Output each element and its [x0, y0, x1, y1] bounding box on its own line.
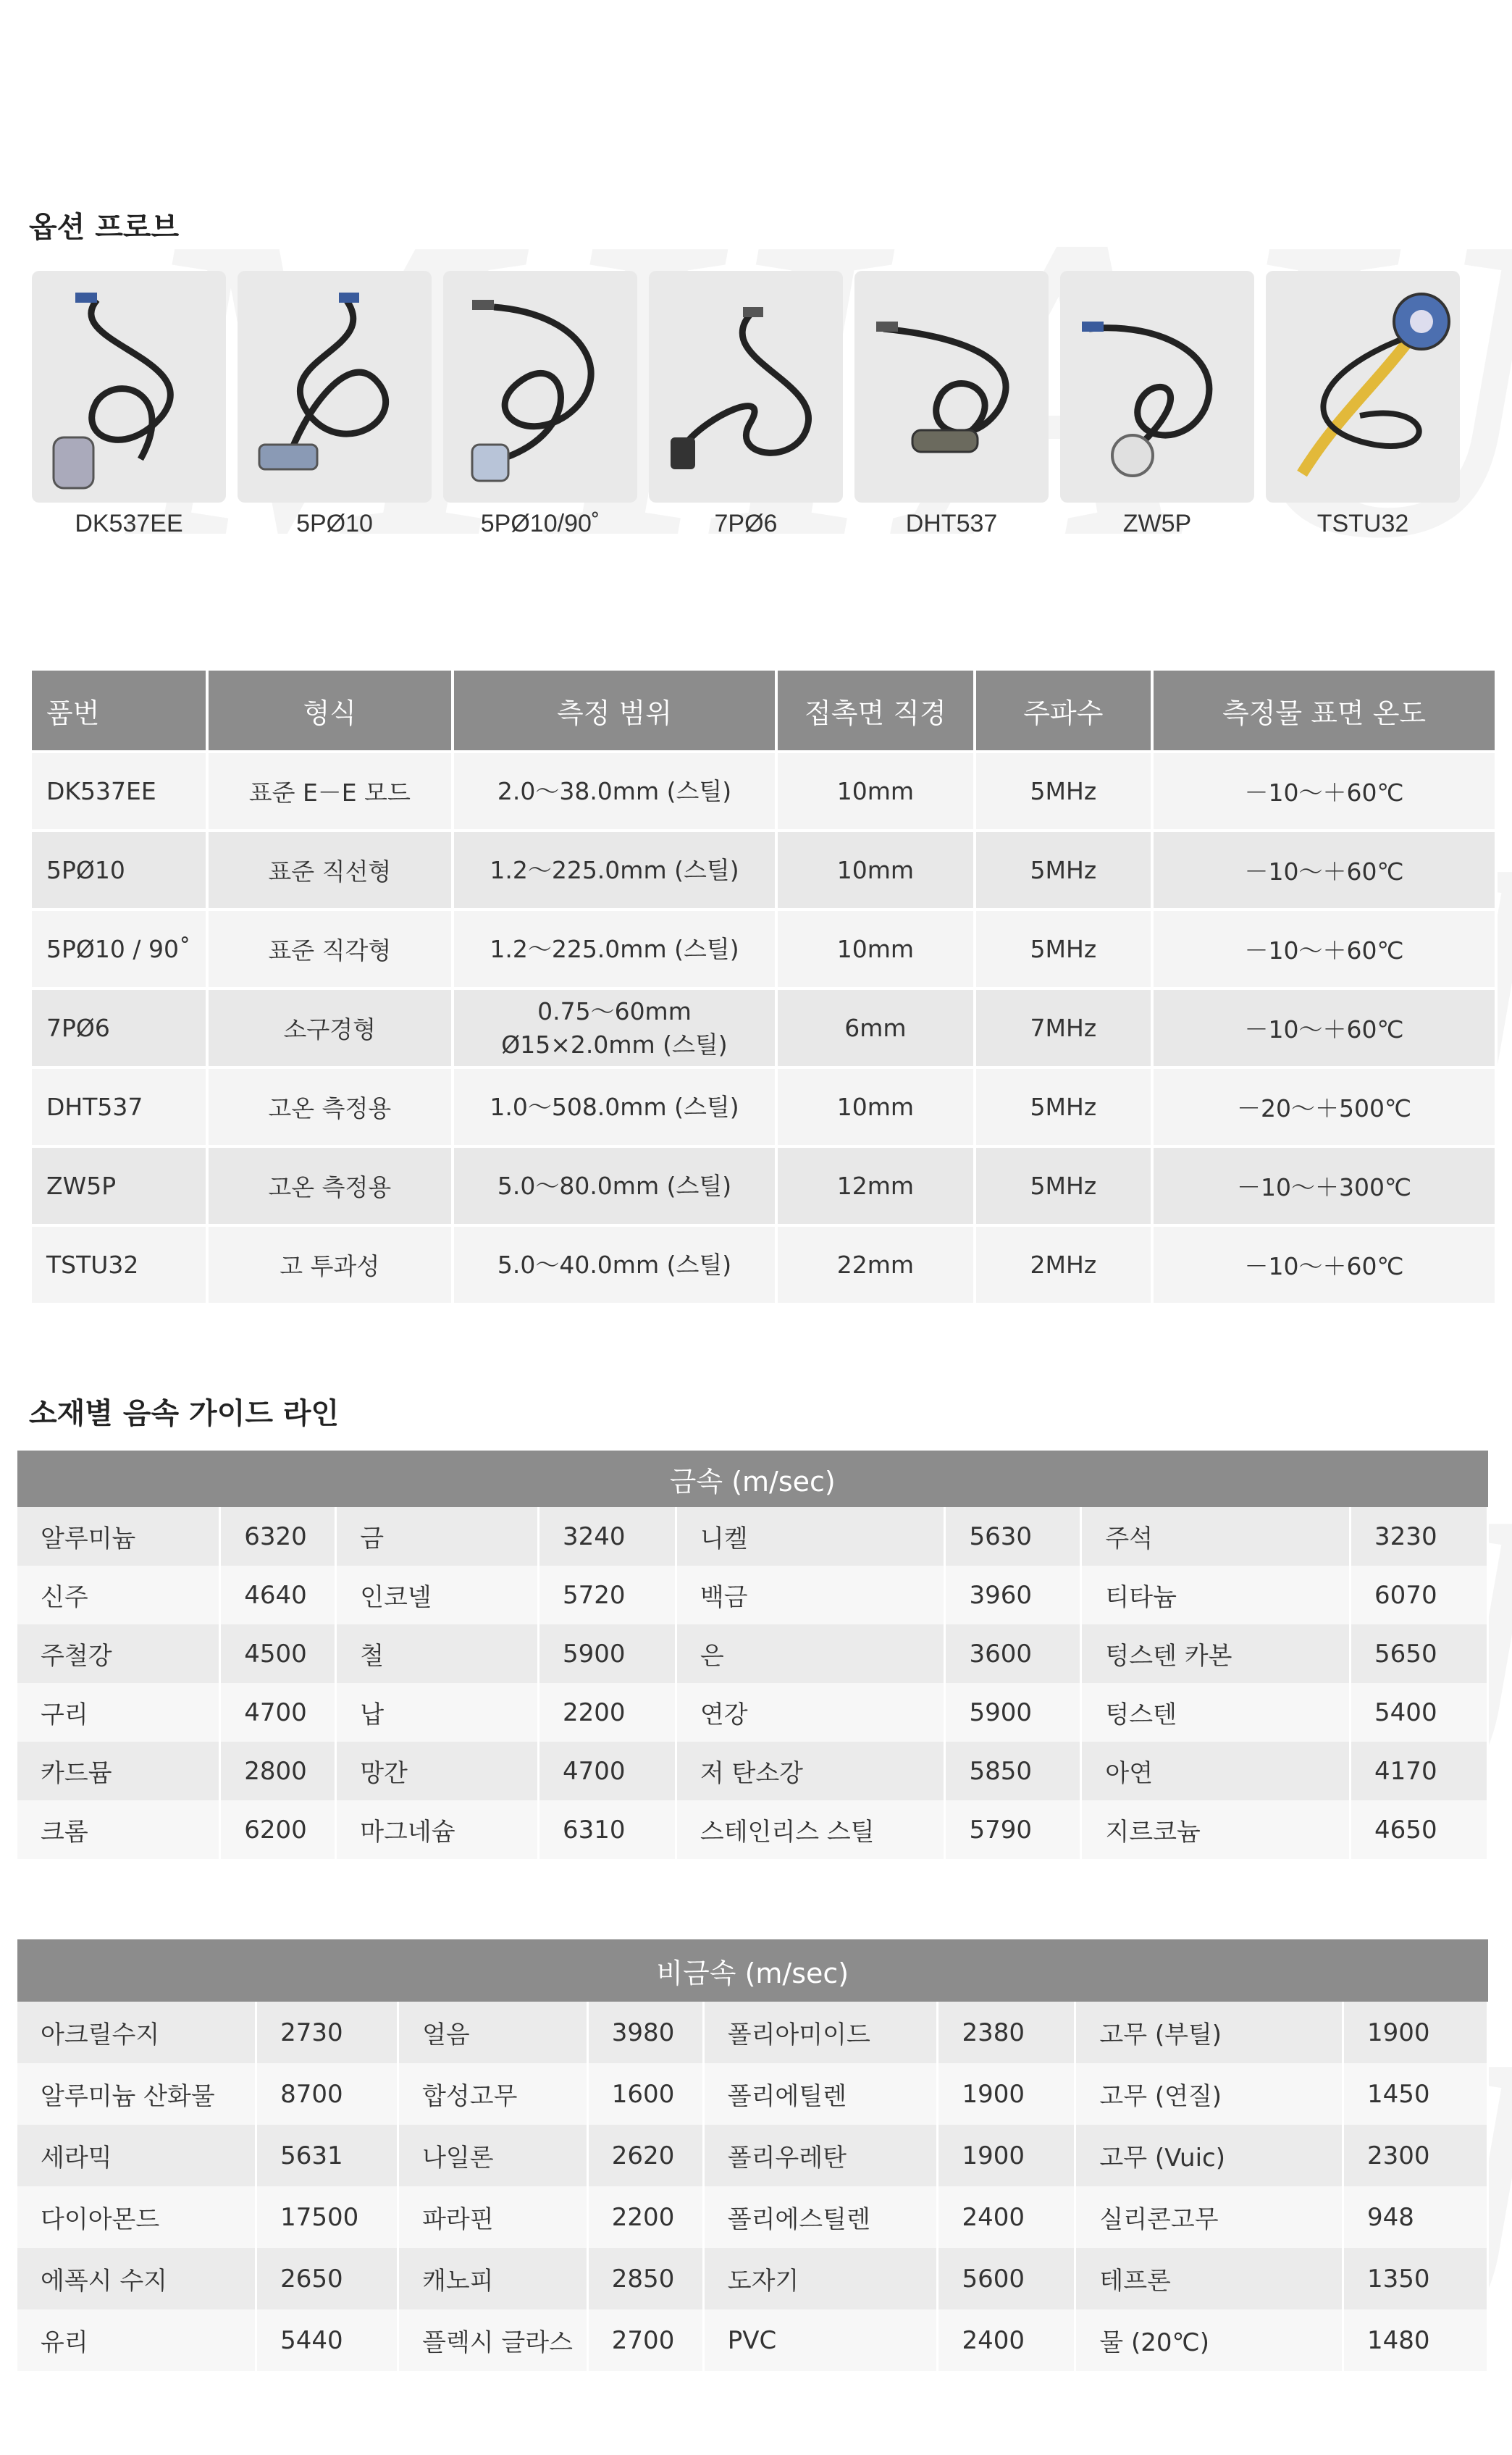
material-name: 아연 — [1081, 1742, 1351, 1800]
material-name: 저 탄소강 — [676, 1742, 945, 1800]
sound-velocity: 4640 — [220, 1566, 336, 1624]
probe-type: 소구경형 — [207, 989, 453, 1067]
sound-velocity: 2200 — [587, 2186, 703, 2248]
part-number: 7PØ6 — [30, 989, 207, 1067]
probe-card — [649, 271, 843, 550]
material-name: 유리 — [17, 2309, 256, 2371]
sound-velocity: 1900 — [938, 2063, 1075, 2125]
table-row — [30, 989, 1496, 1067]
contact-diameter: 10mm — [776, 831, 974, 910]
probe-cable-icon — [854, 271, 1049, 503]
sound-velocity: 5630 — [945, 1507, 1081, 1566]
material-name: 파라핀 — [398, 2186, 588, 2248]
probe-type: 표준 직선형 — [207, 831, 453, 910]
sound-velocity: 2650 — [256, 2248, 398, 2309]
sound-velocity: 6200 — [220, 1800, 336, 1859]
material-name: 아크릴수지 — [17, 2002, 256, 2063]
sound-velocity: 5900 — [945, 1683, 1081, 1742]
table-row — [17, 1624, 1488, 1683]
material-name: 고무 (연질) — [1075, 2063, 1343, 2125]
sound-velocity: 8700 — [256, 2063, 398, 2125]
sound-velocity: 6070 — [1351, 1566, 1488, 1624]
sound-velocity: 3600 — [945, 1624, 1081, 1683]
material-name: 스테인리스 스틸 — [676, 1800, 945, 1859]
measurement-range — [453, 1225, 776, 1304]
probe-label: DHT537 — [905, 510, 998, 537]
header-type: 형식 — [207, 669, 453, 752]
table-row — [30, 1067, 1496, 1146]
probe-spec-table — [29, 668, 1498, 1306]
measurement-range — [453, 831, 776, 910]
sound-velocity: 4700 — [538, 1742, 676, 1800]
probe-type: 고온 측정용 — [207, 1146, 453, 1225]
material-name: 은 — [676, 1624, 945, 1683]
probe-card — [238, 271, 432, 550]
sound-velocity: 5440 — [256, 2309, 398, 2371]
sound-velocity: 5720 — [538, 1566, 676, 1624]
header-surface-temperature: 측정물 표면 온도 — [1152, 669, 1496, 752]
material-name: 크롬 — [17, 1800, 220, 1859]
table-row — [17, 1566, 1488, 1624]
frequency: 7MHz — [975, 989, 1153, 1067]
table-row — [30, 831, 1496, 910]
sound-velocity: 948 — [1343, 2186, 1488, 2248]
material-name: 텅스텐 — [1081, 1683, 1351, 1742]
material-name: 실리콘고무 — [1075, 2186, 1343, 2248]
header-measurement-range: 측정 범위 — [453, 669, 776, 752]
table-row — [17, 1683, 1488, 1742]
surface-temperature: －10～＋60℃ — [1152, 1225, 1496, 1304]
table-header-row — [17, 1451, 1488, 1507]
range-line: 5.0～80.0mm (스틸) — [497, 1171, 732, 1200]
contact-diameter: 10mm — [776, 752, 974, 831]
material-name: 알루미늄 산화물 — [17, 2063, 256, 2125]
probe-label: 7PØ6 — [714, 510, 778, 537]
material-name: 폴리에스틸렌 — [703, 2186, 938, 2248]
probe-cable-icon — [649, 271, 843, 503]
table-row — [30, 910, 1496, 989]
material-name: 연강 — [676, 1683, 945, 1742]
probe-card — [854, 271, 1049, 550]
material-name: 알루미늄 — [17, 1507, 220, 1566]
table-header-row — [17, 1939, 1488, 2002]
probe-label: DK537EE — [75, 510, 183, 537]
table-row — [17, 1800, 1488, 1859]
sound-velocity: 1900 — [938, 2125, 1075, 2186]
frequency: 5MHz — [975, 1067, 1153, 1146]
sound-velocity: 2620 — [587, 2125, 703, 2186]
sound-velocity: 3960 — [945, 1566, 1081, 1624]
frequency: 5MHz — [975, 831, 1153, 910]
probe-type: 고 투과성 — [207, 1225, 453, 1304]
part-number: ZW5P — [30, 1146, 207, 1225]
sound-velocity: 4170 — [1351, 1742, 1488, 1800]
material-name: 금 — [336, 1507, 539, 1566]
table-row — [17, 2063, 1488, 2125]
contact-diameter: 10mm — [776, 1067, 974, 1146]
part-number: 5PØ10 — [30, 831, 207, 910]
range-line: 5.0～40.0mm (스틸) — [497, 1250, 732, 1279]
range-line: 0.75～60mm — [537, 996, 692, 1025]
part-number: 5PØ10 / 90˚ — [30, 910, 207, 989]
sound-velocity: 1450 — [1343, 2063, 1488, 2125]
part-number: DK537EE — [30, 752, 207, 831]
probe-gallery — [32, 271, 1471, 550]
probe-cable-icon — [1060, 271, 1254, 503]
sound-velocity: 5790 — [945, 1800, 1081, 1859]
measurement-range — [453, 989, 776, 1067]
sound-velocity: 1350 — [1343, 2248, 1488, 2309]
measurement-range — [453, 910, 776, 989]
material-name: 신주 — [17, 1566, 220, 1624]
material-name: 물 (20℃) — [1075, 2309, 1343, 2371]
material-name: 폴리에틸렌 — [703, 2063, 938, 2125]
material-name: 플렉시 글라스 — [398, 2309, 588, 2371]
table-row — [17, 2309, 1488, 2371]
surface-temperature: －10～＋60℃ — [1152, 910, 1496, 989]
material-name: 캐노피 — [398, 2248, 588, 2309]
sound-velocity: 4700 — [220, 1683, 336, 1742]
material-name: 세라믹 — [17, 2125, 256, 2186]
sound-velocity: 2730 — [256, 2002, 398, 2063]
material-name: 폴리우레탄 — [703, 2125, 938, 2186]
option-probes-title: 옵션 프로브 — [29, 211, 180, 244]
material-name: 나일론 — [398, 2125, 588, 2186]
sound-velocity: 5400 — [1351, 1683, 1488, 1742]
material-name: PVC — [703, 2309, 938, 2371]
probe-label: TSTU32 — [1316, 510, 1409, 537]
material-name: 니켈 — [676, 1507, 945, 1566]
frequency: 5MHz — [975, 752, 1153, 831]
sound-velocity: 4500 — [220, 1624, 336, 1683]
sound-velocity: 2400 — [938, 2309, 1075, 2371]
nonmetal-table-header: 비금속 (m/sec) — [17, 1939, 1488, 2002]
table-row — [17, 2125, 1488, 2186]
material-name: 주석 — [1081, 1507, 1351, 1566]
range-line: 1.0～508.0mm (스틸) — [490, 1092, 739, 1121]
surface-temperature: －20～＋500℃ — [1152, 1067, 1496, 1146]
velocity-guide-title: 소재별 음속 가이드 라인 — [29, 1397, 340, 1430]
surface-temperature: －10～＋60℃ — [1152, 752, 1496, 831]
sound-velocity: 2300 — [1343, 2125, 1488, 2186]
sound-velocity: 4650 — [1351, 1800, 1488, 1859]
table-row — [17, 2248, 1488, 2309]
material-name: 얼음 — [398, 2002, 588, 2063]
sound-velocity: 1480 — [1343, 2309, 1488, 2371]
table-row — [17, 2002, 1488, 2063]
sound-velocity: 17500 — [256, 2186, 398, 2248]
probe-card — [1266, 271, 1460, 550]
measurement-range — [453, 1146, 776, 1225]
surface-temperature: －10～＋300℃ — [1152, 1146, 1496, 1225]
range-line: 1.2～225.0mm (스틸) — [490, 934, 739, 963]
material-name: 마그네슘 — [336, 1800, 539, 1859]
surface-temperature: －10～＋60℃ — [1152, 831, 1496, 910]
table-row — [17, 2186, 1488, 2248]
sound-velocity: 2380 — [938, 2002, 1075, 2063]
frequency: 5MHz — [975, 1146, 1153, 1225]
header-frequency: 주파수 — [975, 669, 1153, 752]
material-name: 에폭시 수지 — [17, 2248, 256, 2309]
material-name: 인코넬 — [336, 1566, 539, 1624]
material-name: 테프론 — [1075, 2248, 1343, 2309]
sound-velocity: 3980 — [587, 2002, 703, 2063]
part-number: DHT537 — [30, 1067, 207, 1146]
surface-temperature: －10～＋60℃ — [1152, 989, 1496, 1067]
material-name: 도자기 — [703, 2248, 938, 2309]
sound-velocity: 5600 — [938, 2248, 1075, 2309]
material-name: 텅스텐 카본 — [1081, 1624, 1351, 1683]
probe-cable-icon — [238, 271, 432, 503]
probe-card — [1060, 271, 1254, 550]
material-name: 주철강 — [17, 1624, 220, 1683]
sound-velocity: 2400 — [938, 2186, 1075, 2248]
table-row — [30, 1146, 1496, 1225]
table-row — [30, 1225, 1496, 1304]
part-number: TSTU32 — [30, 1225, 207, 1304]
measurement-range — [453, 1067, 776, 1146]
metal-table-header: 금속 (m/sec) — [17, 1451, 1488, 1507]
probe-card — [443, 271, 637, 550]
table-header-row — [30, 669, 1496, 752]
material-name: 폴리아미이드 — [703, 2002, 938, 2063]
material-name: 합성고무 — [398, 2063, 588, 2125]
sound-velocity: 1600 — [587, 2063, 703, 2125]
sound-velocity: 1900 — [1343, 2002, 1488, 2063]
sound-velocity: 3230 — [1351, 1507, 1488, 1566]
frequency: 2MHz — [975, 1225, 1153, 1304]
sound-velocity: 5850 — [945, 1742, 1081, 1800]
sound-velocity: 2200 — [538, 1683, 676, 1742]
sound-velocity: 6320 — [220, 1507, 336, 1566]
frequency: 5MHz — [975, 910, 1153, 989]
material-name: 철 — [336, 1624, 539, 1683]
probe-cable-icon — [32, 271, 226, 503]
material-name: 티타늄 — [1081, 1566, 1351, 1624]
header-part-number: 품번 — [30, 669, 207, 752]
range-line: Ø15×2.0mm (스틸) — [501, 1030, 728, 1059]
probe-card — [32, 271, 226, 550]
sound-velocity: 5900 — [538, 1624, 676, 1683]
contact-diameter: 12mm — [776, 1146, 974, 1225]
probe-label: ZW5P — [1122, 510, 1192, 537]
probe-type: 고온 측정용 — [207, 1067, 453, 1146]
probe-cable-icon — [1266, 271, 1460, 503]
range-line: 1.2～225.0mm (스틸) — [490, 855, 739, 884]
probe-type: 표준 E－E 모드 — [207, 752, 453, 831]
range-line: 2.0～38.0mm (스틸) — [497, 776, 732, 805]
probe-cable-icon — [443, 271, 637, 503]
material-name: 백금 — [676, 1566, 945, 1624]
material-name: 다이아몬드 — [17, 2186, 256, 2248]
sound-velocity: 2700 — [587, 2309, 703, 2371]
material-name: 망간 — [336, 1742, 539, 1800]
material-name: 지르코늄 — [1081, 1800, 1351, 1859]
material-name: 납 — [336, 1683, 539, 1742]
material-name: 구리 — [17, 1683, 220, 1742]
table-row — [17, 1742, 1488, 1800]
material-name: 카드뮴 — [17, 1742, 220, 1800]
contact-diameter: 6mm — [776, 989, 974, 1067]
table-row — [17, 1507, 1488, 1566]
metal-velocity-table — [17, 1451, 1489, 1859]
material-name: 고무 (부틸) — [1075, 2002, 1343, 2063]
nonmetal-velocity-table — [17, 1939, 1489, 2371]
contact-diameter: 22mm — [776, 1225, 974, 1304]
material-name: 고무 (Vuic) — [1075, 2125, 1343, 2186]
sound-velocity: 2850 — [587, 2248, 703, 2309]
header-contact-diameter: 접촉면 직경 — [776, 669, 974, 752]
measurement-range — [453, 752, 776, 831]
probe-label: 5PØ10 — [296, 510, 373, 537]
contact-diameter: 10mm — [776, 910, 974, 989]
probe-type: 표준 직각형 — [207, 910, 453, 989]
table-row — [30, 752, 1496, 831]
probe-label: 5PØ10/90˚ — [480, 510, 600, 537]
sound-velocity: 5631 — [256, 2125, 398, 2186]
sound-velocity: 6310 — [538, 1800, 676, 1859]
sound-velocity: 5650 — [1351, 1624, 1488, 1683]
sound-velocity: 3240 — [538, 1507, 676, 1566]
sound-velocity: 2800 — [220, 1742, 336, 1800]
